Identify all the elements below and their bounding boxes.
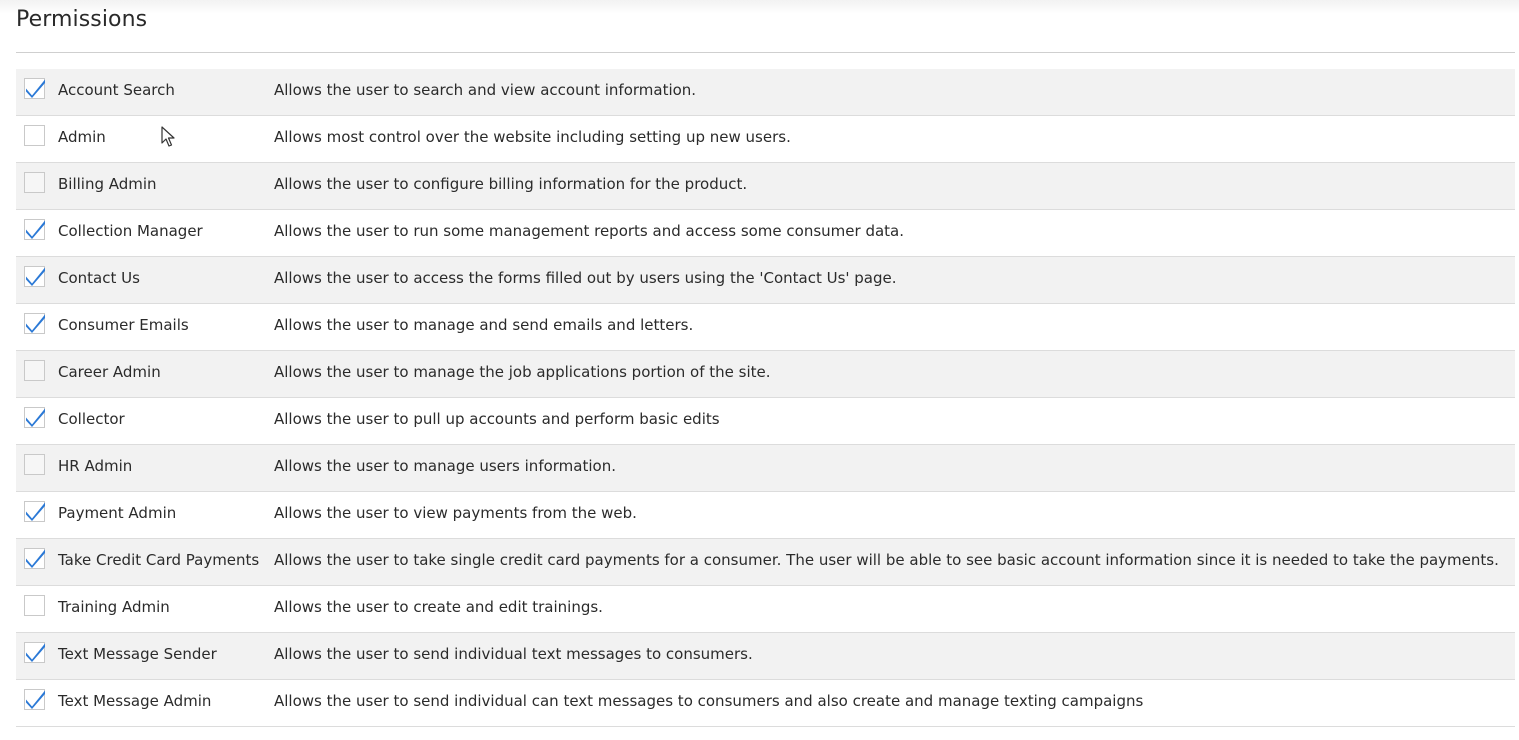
permission-row	[16, 539, 1515, 586]
permission-label: Text Message Admin	[58, 692, 212, 710]
permission-checkbox[interactable]	[24, 360, 45, 381]
permission-label: Consumer Emails	[58, 316, 189, 334]
permission-description: Allows the user to access the forms filled out by users using the 'Contact Us' page.	[274, 269, 897, 287]
mouse-cursor-icon	[161, 126, 175, 148]
permission-description: Allows the user to view payments from the web.	[274, 504, 637, 522]
checkmark-icon	[22, 404, 48, 430]
permission-row	[16, 492, 1515, 539]
permission-row	[16, 69, 1515, 116]
permission-description: Allows the user to manage users information.	[274, 457, 616, 475]
page-title: Permissions	[16, 7, 148, 32]
checkmark-icon	[22, 686, 48, 712]
permission-label: Collector	[58, 410, 125, 428]
permission-label: Payment Admin	[58, 504, 177, 522]
permissions-list	[16, 69, 1515, 727]
permission-label: Collection Manager	[58, 222, 203, 240]
permission-row	[16, 116, 1515, 163]
permission-checkbox[interactable]	[24, 313, 45, 334]
permission-checkbox[interactable]	[24, 172, 45, 193]
permission-description: Allows most control over the website including setting up new users.	[274, 128, 791, 146]
permission-label: Admin	[58, 128, 106, 146]
permission-description: Allows the user to send individual can text messages to consumers and also create and manage texting campaigns	[274, 692, 1144, 710]
checkmark-icon	[22, 498, 48, 524]
permission-row	[16, 445, 1515, 492]
permission-description: Allows the user to manage and send emails and letters.	[274, 316, 694, 334]
permission-row	[16, 586, 1515, 633]
permission-label: Contact Us	[58, 269, 140, 287]
permission-checkbox[interactable]	[24, 454, 45, 475]
top-shade	[0, 0, 1519, 14]
permission-description: Allows the user to create and edit trainings.	[274, 598, 603, 616]
permission-checkbox[interactable]	[24, 689, 45, 710]
checkmark-icon	[22, 639, 48, 665]
permission-checkbox[interactable]	[24, 595, 45, 616]
checkmark-icon	[22, 216, 48, 242]
permission-label: Billing Admin	[58, 175, 157, 193]
permission-description: Allows the user to manage the job applications portion of the site.	[274, 363, 771, 381]
checkmark-icon	[22, 545, 48, 571]
checkmark-icon	[22, 310, 48, 336]
permission-label: Training Admin	[58, 598, 170, 616]
permission-label: Text Message Sender	[58, 645, 217, 663]
permission-description: Allows the user to search and view account information.	[274, 81, 697, 99]
checkmark-icon	[22, 75, 48, 101]
permission-label: Take Credit Card Payments	[58, 551, 260, 569]
permission-row	[16, 304, 1515, 351]
permission-label: Career Admin	[58, 363, 161, 381]
permission-description: Allows the user to take single credit card payments for a consumer. The user will be able to see basic account information since it is needed to take the payments.	[274, 551, 1499, 569]
permission-label: Account Search	[58, 81, 175, 99]
permission-row	[16, 257, 1515, 304]
permission-checkbox[interactable]	[24, 125, 45, 146]
permission-description: Allows the user to configure billing information for the product.	[274, 175, 748, 193]
permission-row	[16, 163, 1515, 210]
permission-checkbox[interactable]	[24, 266, 45, 287]
permission-row	[16, 210, 1515, 257]
permission-label: HR Admin	[58, 457, 133, 475]
permission-checkbox[interactable]	[24, 548, 45, 569]
permission-description: Allows the user to run some management reports and access some consumer data.	[274, 222, 904, 240]
permission-checkbox[interactable]	[24, 78, 45, 99]
permission-checkbox[interactable]	[24, 501, 45, 522]
permission-checkbox[interactable]	[24, 407, 45, 428]
checkmark-icon	[22, 263, 48, 289]
permission-checkbox[interactable]	[24, 219, 45, 240]
title-divider	[16, 52, 1515, 53]
permission-description: Allows the user to send individual text messages to consumers.	[274, 645, 753, 663]
permission-row	[16, 351, 1515, 398]
permission-description: Allows the user to pull up accounts and perform basic edits	[274, 410, 720, 428]
permission-row	[16, 680, 1515, 727]
permission-row	[16, 398, 1515, 445]
permission-checkbox[interactable]	[24, 642, 45, 663]
permission-row	[16, 633, 1515, 680]
